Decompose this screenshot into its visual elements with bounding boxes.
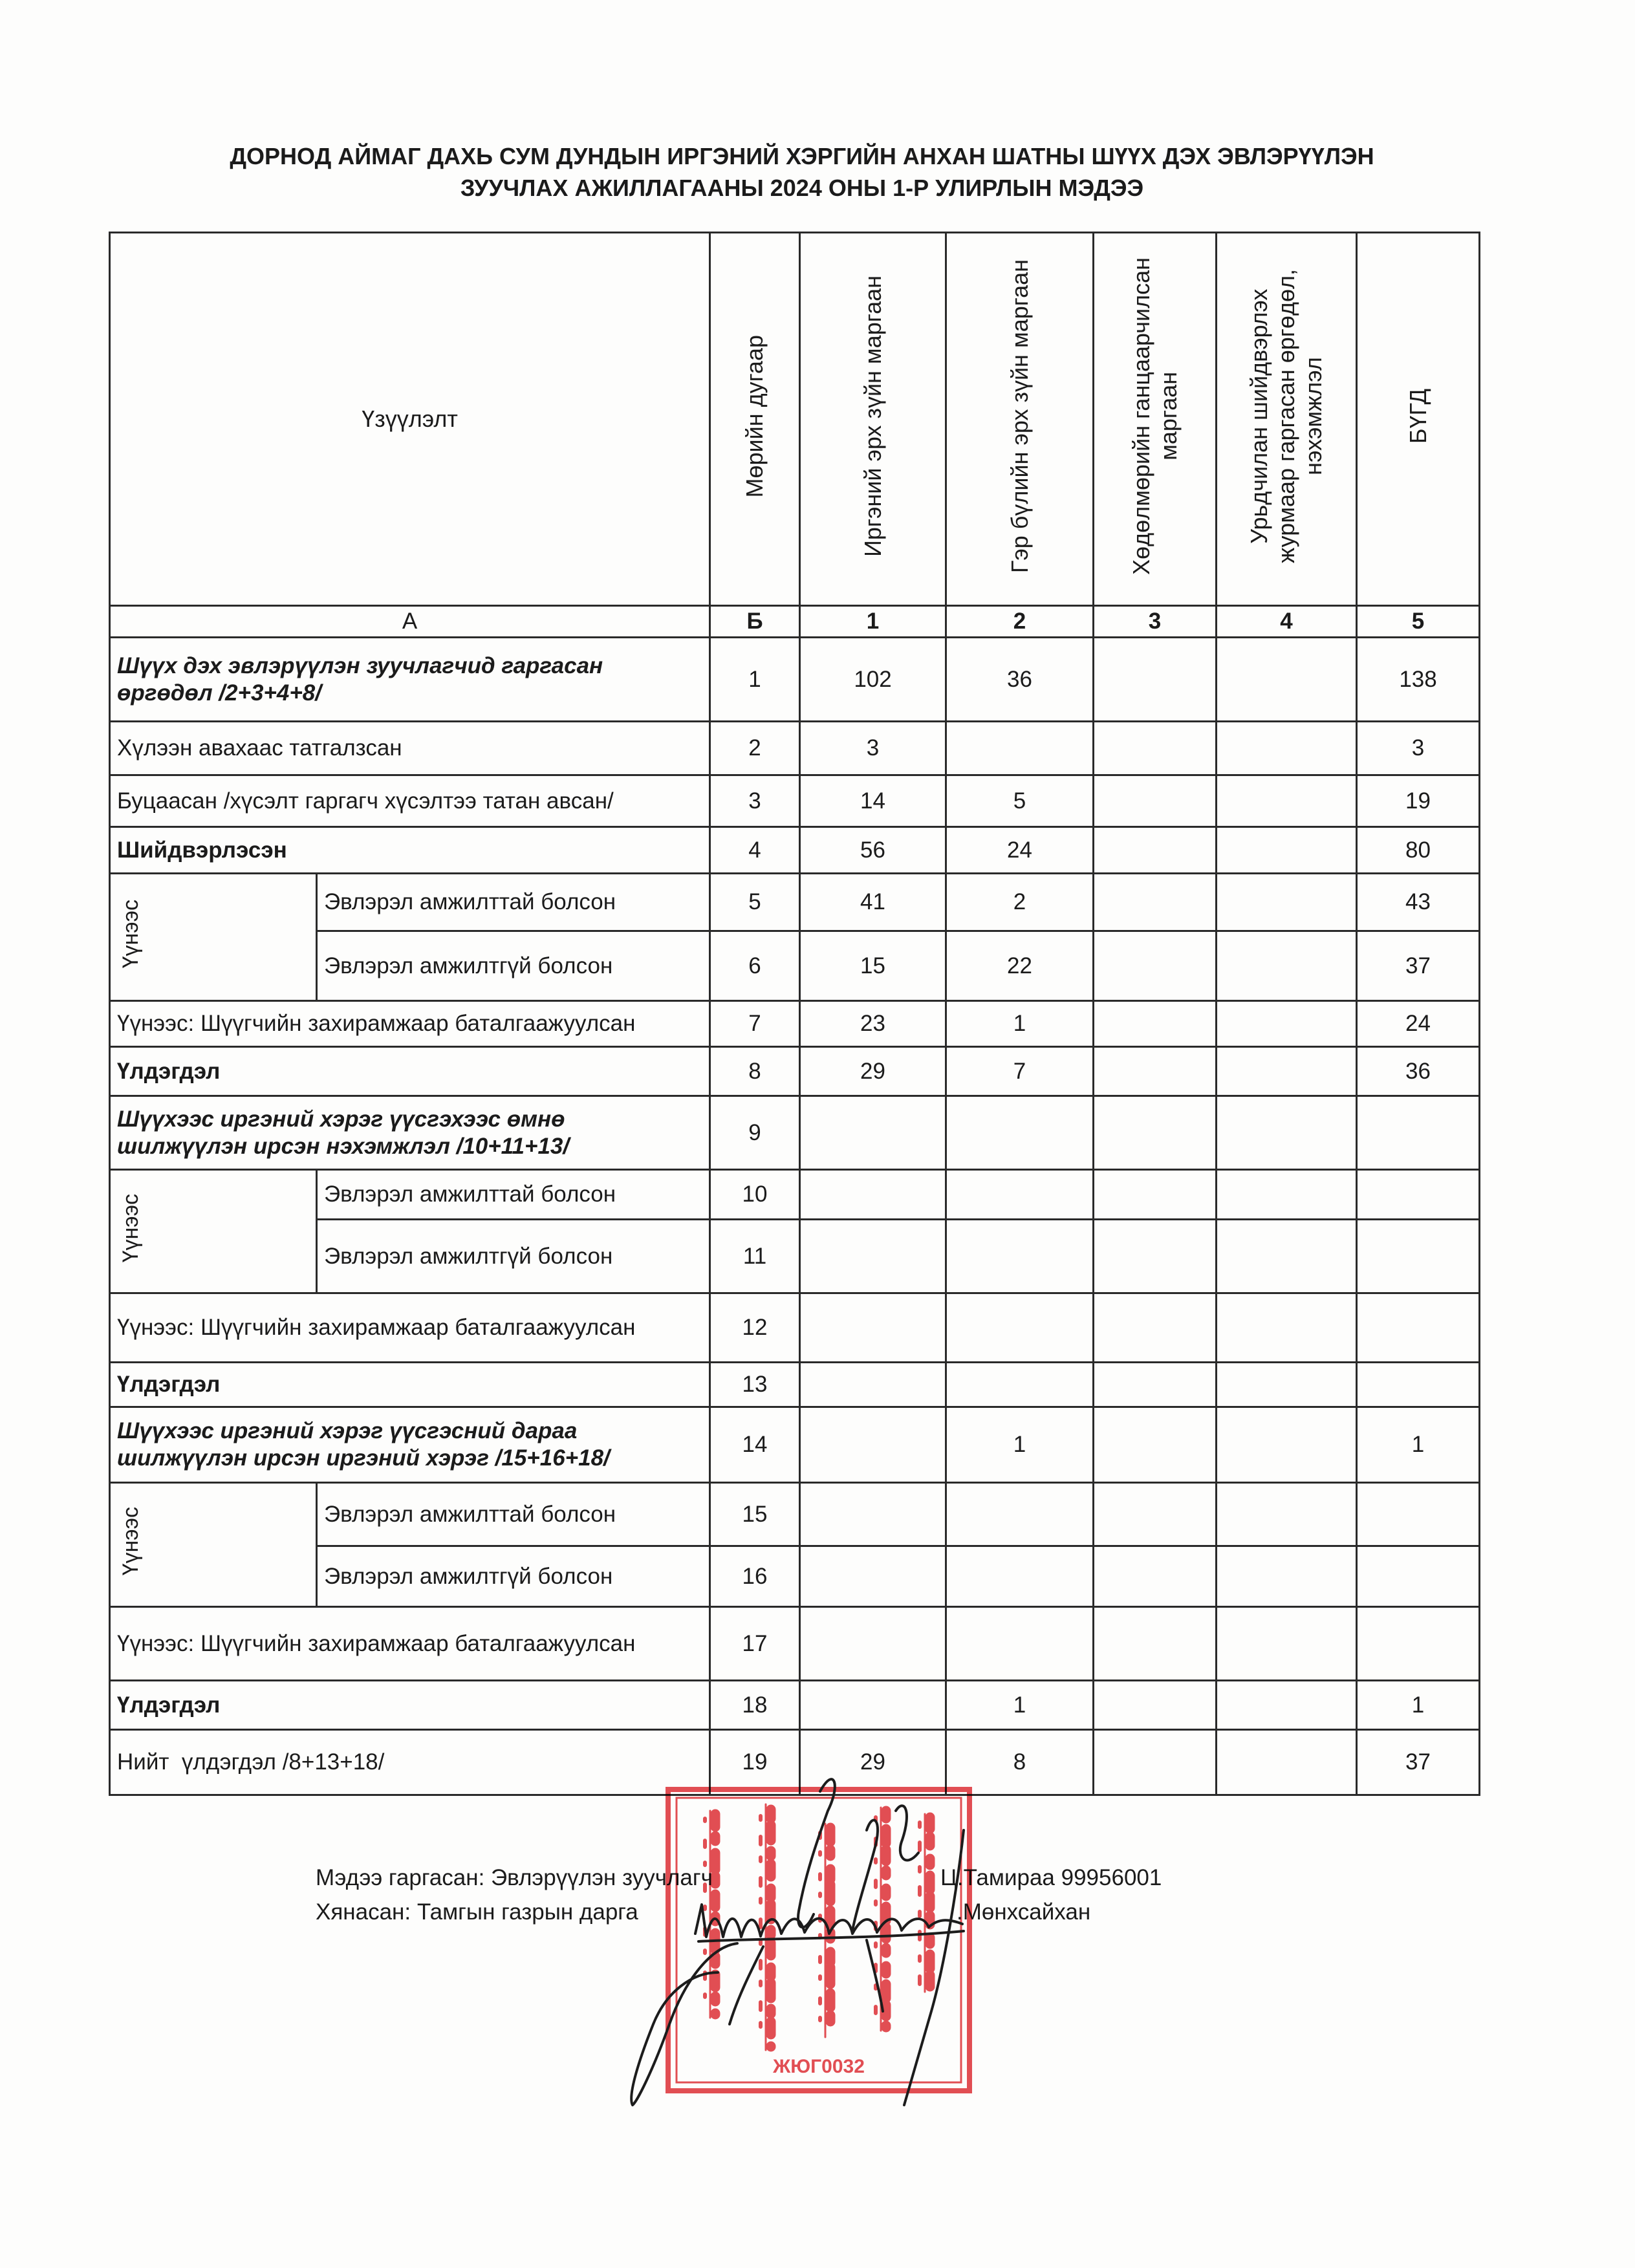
title-line-1: ДОРНОД АЙМАГ ДАХЬ СУМ ДУНДЫН ИРГЭНИЙ ХЭРГИЙН АНХАН ШАТНЫ ШҮҮХ ДЭХ ЭВЛЭРҮҮЛЭН: [230, 143, 1374, 169]
table-row: [110, 1047, 1480, 1096]
labor-dispute-cell: [1094, 931, 1217, 1001]
civil-dispute-cell: [800, 1096, 946, 1170]
index-cell: А: [110, 606, 710, 638]
row-label: Эвлэрэл амжилттай болсон: [317, 1170, 710, 1220]
family-dispute-cell: 24: [946, 827, 1094, 874]
total-cell: 24: [1357, 1001, 1480, 1047]
row-number-cell: 2: [710, 722, 800, 775]
preliminary-claim-cell: [1217, 775, 1357, 827]
row-number-cell: 5: [710, 874, 800, 931]
header-preliminary-line: Урьдчилан шийдвэрлэх: [1246, 288, 1273, 544]
index-cell: 1: [800, 606, 946, 638]
row-label-line: Шүүхээс иргэний хэрэг үүсгэхээс өмнө: [117, 1106, 565, 1132]
header-preliminary: [1217, 233, 1357, 606]
header-preliminary-line: нэхэмжлэл: [1300, 357, 1327, 475]
civil-dispute-cell: 56: [800, 827, 946, 874]
family-dispute-cell: 2: [946, 874, 1094, 931]
subgroup-label: [110, 874, 317, 1001]
family-dispute-cell: [946, 1546, 1094, 1607]
family-dispute-cell: 1: [946, 1407, 1094, 1483]
family-dispute-cell: 22: [946, 931, 1094, 1001]
header-total: [1357, 233, 1480, 606]
table-row: [110, 1293, 1480, 1363]
subgroup-label-text: Үүнээс: [118, 1507, 143, 1576]
row-label: Үлдэгдэл: [110, 1363, 710, 1407]
report-table: [109, 232, 1480, 1796]
civil-dispute-cell: [800, 1293, 946, 1363]
row-label: Үүнээс: Шүүгчийн захирамжаар баталгаажуулсан: [110, 1607, 710, 1681]
preliminary-claim-cell: [1217, 638, 1357, 722]
total-cell: 19: [1357, 775, 1480, 827]
labor-dispute-cell: [1094, 1293, 1217, 1363]
row-label: Үүнээс: Шүүгчийн захирамжаар баталгаажуулсан: [110, 1293, 710, 1363]
header-row-number-text: Мөрийн дугаар: [741, 334, 768, 498]
row-label-line: шилжүүлэн ирсэн нэхэмжлэл /10+11+13/: [117, 1133, 570, 1159]
row-number-cell: 19: [710, 1730, 800, 1795]
family-dispute-cell: [946, 1096, 1094, 1170]
row-number-cell: 14: [710, 1407, 800, 1483]
header-indicator-text: Үзүүлэлт: [362, 405, 458, 433]
family-dispute-cell: 8: [946, 1730, 1094, 1795]
row-label: Хүлээн авахаас татгалзсан: [110, 722, 710, 775]
civil-dispute-cell: [800, 1546, 946, 1607]
reviewed-by-label: Хянасан: Тамгын газрын дарга: [316, 1899, 638, 1925]
index-cell: Б: [710, 606, 800, 638]
subgroup-label: [110, 1170, 317, 1293]
stamp-outer-border: [668, 1789, 969, 2091]
total-cell: [1357, 1546, 1480, 1607]
table-row: [110, 1407, 1480, 1483]
total-cell: [1357, 1363, 1480, 1407]
preliminary-claim-cell: [1217, 1546, 1357, 1607]
row-number-cell: 4: [710, 827, 800, 874]
labor-dispute-cell: [1094, 1730, 1217, 1795]
total-cell: 36: [1357, 1047, 1480, 1096]
table-row: [110, 1001, 1480, 1047]
family-dispute-cell: [946, 722, 1094, 775]
header-row-number: [710, 233, 800, 606]
labor-dispute-cell: [1094, 775, 1217, 827]
index-cell: 5: [1357, 606, 1480, 638]
row-number-cell: 10: [710, 1170, 800, 1220]
civil-dispute-cell: [800, 1681, 946, 1730]
total-cell: 37: [1357, 1730, 1480, 1795]
labor-dispute-cell: [1094, 1681, 1217, 1730]
preliminary-claim-cell: [1217, 722, 1357, 775]
row-label: Эвлэрэл амжилттай болсон: [317, 874, 710, 931]
labor-dispute-cell: [1094, 1363, 1217, 1407]
civil-dispute-cell: 23: [800, 1001, 946, 1047]
civil-dispute-cell: [800, 1483, 946, 1546]
family-dispute-cell: 1: [946, 1001, 1094, 1047]
preliminary-claim-cell: [1217, 1407, 1357, 1483]
row-label: Үлдэгдэл: [110, 1047, 710, 1096]
family-dispute-cell: 1: [946, 1681, 1094, 1730]
labor-dispute-cell: [1094, 1407, 1217, 1483]
labor-dispute-cell: [1094, 874, 1217, 931]
labor-dispute-cell: [1094, 1001, 1217, 1047]
total-cell: 43: [1357, 874, 1480, 931]
civil-dispute-cell: 41: [800, 874, 946, 931]
labor-dispute-cell: [1094, 1170, 1217, 1220]
labor-dispute-cell: [1094, 1483, 1217, 1546]
civil-dispute-cell: 3: [800, 722, 946, 775]
total-cell: 138: [1357, 638, 1480, 722]
row-label: [110, 1407, 710, 1483]
header-total-text: БҮГД: [1404, 388, 1431, 444]
index-cell: 4: [1217, 606, 1357, 638]
preliminary-claim-cell: [1217, 1483, 1357, 1546]
preliminary-claim-cell: [1217, 1220, 1357, 1293]
civil-dispute-cell: [800, 1220, 946, 1293]
total-cell: 37: [1357, 931, 1480, 1001]
row-number-cell: 16: [710, 1546, 800, 1607]
row-number-cell: 9: [710, 1096, 800, 1170]
total-cell: 80: [1357, 827, 1480, 874]
labor-dispute-cell: [1094, 827, 1217, 874]
header-family: [946, 233, 1094, 606]
table-row: [110, 1096, 1480, 1170]
row-label: Үүнээс: Шүүгчийн захирамжаар баталгаажуулсан: [110, 1001, 710, 1047]
table-row: [110, 722, 1480, 775]
civil-dispute-cell: [800, 1363, 946, 1407]
subgroup-label: [110, 1483, 317, 1607]
civil-dispute-cell: 15: [800, 931, 946, 1001]
row-number-cell: 12: [710, 1293, 800, 1363]
preliminary-claim-cell: [1217, 1001, 1357, 1047]
row-number-cell: 7: [710, 1001, 800, 1047]
header-row: [110, 233, 1480, 606]
table-row: [110, 1363, 1480, 1407]
civil-dispute-cell: [800, 1170, 946, 1220]
preliminary-claim-cell: [1217, 827, 1357, 874]
row-number-cell: 3: [710, 775, 800, 827]
row-label-line: шилжүүлэн ирсэн иргэний хэрэг /15+16+18/: [117, 1445, 610, 1471]
row-number-cell: 1: [710, 638, 800, 722]
row-number-cell: 8: [710, 1047, 800, 1096]
civil-dispute-cell: [800, 1607, 946, 1681]
preliminary-claim-cell: [1217, 874, 1357, 931]
header-family-text: Гэр бүлийн эрх зүйн маргаан: [1006, 259, 1033, 573]
civil-dispute-cell: 14: [800, 775, 946, 827]
family-dispute-cell: 5: [946, 775, 1094, 827]
row-number-cell: 18: [710, 1681, 800, 1730]
total-cell: [1357, 1483, 1480, 1546]
row-label: Үлдэгдэл: [110, 1681, 710, 1730]
row-label-line: Шүүхээс иргэний хэрэг үүсгэсний дараа: [117, 1418, 578, 1443]
reviewed-by-name: .Мөнхсайхан: [957, 1899, 1091, 1925]
stamp-script: [705, 1804, 930, 2050]
stamp-code: ЖЮГ0032: [773, 2056, 865, 2077]
total-cell: [1357, 1096, 1480, 1170]
row-number-cell: 6: [710, 931, 800, 1001]
row-label: Нийт үлдэгдэл /8+13+18/: [110, 1730, 710, 1795]
header-indicator: [110, 233, 710, 606]
row-label: Эвлэрэл амжилттай болсон: [317, 1483, 710, 1546]
family-dispute-cell: [946, 1293, 1094, 1363]
family-dispute-cell: 7: [946, 1047, 1094, 1096]
total-cell: 1: [1357, 1681, 1480, 1730]
table-row: [110, 638, 1480, 722]
row-number-cell: 17: [710, 1607, 800, 1681]
labor-dispute-cell: [1094, 1220, 1217, 1293]
labor-dispute-cell: [1094, 722, 1217, 775]
family-dispute-cell: [946, 1220, 1094, 1293]
table-row: [110, 775, 1480, 827]
labor-dispute-cell: [1094, 1546, 1217, 1607]
total-cell: [1357, 1170, 1480, 1220]
family-dispute-cell: 36: [946, 638, 1094, 722]
preliminary-claim-cell: [1217, 1293, 1357, 1363]
table-row: [110, 1730, 1480, 1795]
subgroup-label-text: Үүнээс: [118, 1193, 143, 1263]
row-label: Буцаасан /хүсэлт гаргагч хүсэлтээ татан авсан/: [110, 775, 710, 827]
total-cell: [1357, 1607, 1480, 1681]
prepared-by-label: Мэдээ гаргасан: Эвлэрүүлэн зуучлагч: [316, 1865, 713, 1890]
header-labor-text: [1128, 257, 1182, 575]
preliminary-claim-cell: [1217, 1170, 1357, 1220]
civil-dispute-cell: 102: [800, 638, 946, 722]
preliminary-claim-cell: [1217, 1363, 1357, 1407]
row-number-cell: 13: [710, 1363, 800, 1407]
index-cell: 3: [1094, 606, 1217, 638]
total-cell: [1357, 1293, 1480, 1363]
header-preliminary-text: [1246, 269, 1327, 563]
preliminary-claim-cell: [1217, 1096, 1357, 1170]
row-label: Эвлэрэл амжилтгүй болсон: [317, 1220, 710, 1293]
prepared-by-name: Ц.Тамираа 99956001: [940, 1865, 1162, 1890]
total-cell: [1357, 1220, 1480, 1293]
row-label: Эвлэрэл амжилтгүй болсон: [317, 931, 710, 1001]
labor-dispute-cell: [1094, 638, 1217, 722]
family-dispute-cell: [946, 1363, 1094, 1407]
table-row: [110, 827, 1480, 874]
row-label: [110, 638, 710, 722]
row-label: Эвлэрэл амжилтгүй болсон: [317, 1546, 710, 1607]
header-labor-line: маргаан: [1154, 371, 1182, 460]
document-title: [97, 140, 1507, 204]
civil-dispute-cell: 29: [800, 1730, 946, 1795]
title-line-2: ЗУУЧЛАХ АЖИЛЛАГААНЫ 2024 ОНЫ 1-Р УЛИРЛЫН МЭДЭЭ: [460, 175, 1144, 201]
row-number-cell: 11: [710, 1220, 800, 1293]
family-dispute-cell: [946, 1483, 1094, 1546]
header-labor-line: Хөдөлмөрийн ганцаарчилсан: [1127, 257, 1154, 575]
preliminary-claim-cell: [1217, 1730, 1357, 1795]
total-cell: 3: [1357, 722, 1480, 775]
civil-dispute-cell: [800, 1407, 946, 1483]
row-label: [110, 1096, 710, 1170]
table-row: [110, 1170, 1480, 1220]
preliminary-claim-cell: [1217, 1047, 1357, 1096]
labor-dispute-cell: [1094, 1047, 1217, 1096]
table-row: [110, 1607, 1480, 1681]
labor-dispute-cell: [1094, 1096, 1217, 1170]
labor-dispute-cell: [1094, 1607, 1217, 1681]
stamp-inner-border: [677, 1798, 961, 2082]
header-civil-text: Иргэний эрх зүйн маргаан: [859, 275, 886, 557]
header-preliminary-line: журмаар гаргасан өргөдөл,: [1273, 269, 1300, 563]
preliminary-claim-cell: [1217, 931, 1357, 1001]
header-civil: [800, 233, 946, 606]
total-cell: 1: [1357, 1407, 1480, 1483]
family-dispute-cell: [946, 1170, 1094, 1220]
table-row: [110, 874, 1480, 931]
index-cell: 2: [946, 606, 1094, 638]
civil-dispute-cell: 29: [800, 1047, 946, 1096]
table-row: [110, 1483, 1480, 1546]
family-dispute-cell: [946, 1607, 1094, 1681]
header-labor: [1094, 233, 1217, 606]
row-label-line: Шүүх дэх эвлэрүүлэн зуучлагчид гаргасан: [117, 653, 603, 678]
table-row: [110, 1681, 1480, 1730]
row-number-cell: 15: [710, 1483, 800, 1546]
index-row: [110, 606, 1480, 638]
preliminary-claim-cell: [1217, 1681, 1357, 1730]
row-label: Шийдвэрлэсэн: [110, 827, 710, 874]
subgroup-label-text: Үүнээс: [118, 899, 143, 969]
row-label-line: өргөдөл /2+3+4+8/: [117, 680, 321, 706]
preliminary-claim-cell: [1217, 1607, 1357, 1681]
